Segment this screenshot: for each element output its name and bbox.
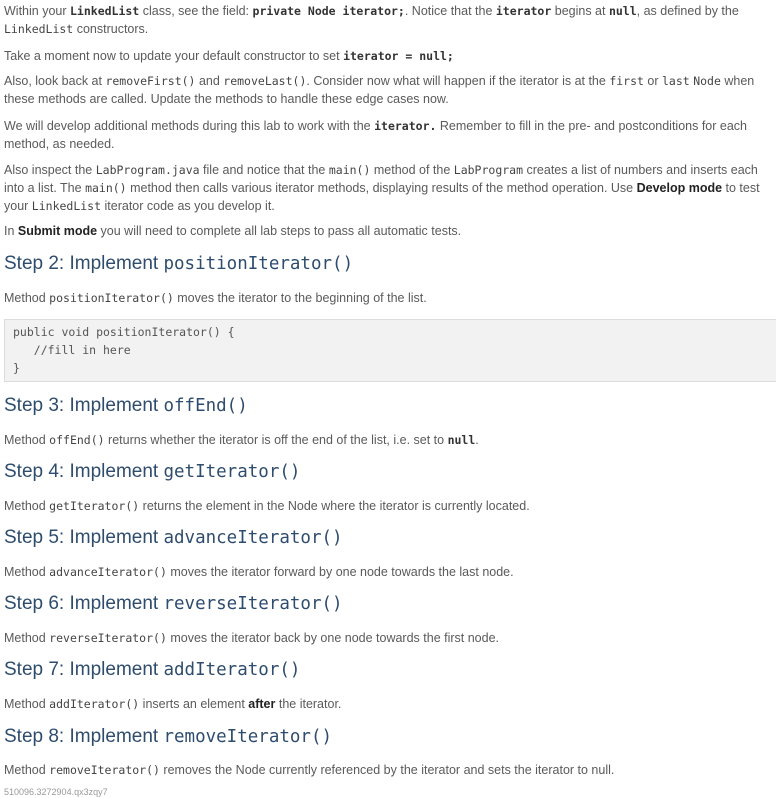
code-main: main() bbox=[85, 181, 127, 195]
code-linkedlist: LinkedList bbox=[70, 4, 140, 18]
code-null: null bbox=[608, 4, 637, 18]
step-3-heading: Step 3: Implement offEnd() bbox=[4, 395, 248, 416]
code-iterator-field: private Node iterator; bbox=[252, 4, 405, 18]
intro-paragraph-labprogram: Also inspect the LabProgram.java file and notice that the main() method of the LabProgram creates a list of numbers and inserts each into a list. The main() method then calls various iterator methods, displaying results of the method operation. Use Develop mode to test your LinkedList iterator code as you develop it. bbox=[4, 163, 760, 213]
step-5-heading: Step 5: Implement advanceIterator() bbox=[4, 527, 343, 548]
code-iterator-null: iterator = null; bbox=[343, 49, 454, 63]
code-line: } bbox=[13, 361, 20, 375]
code-line: public void positionIterator() { bbox=[13, 325, 235, 339]
intro-paragraph-remove-methods: Also, look back at removeFirst() and removeLast(). Consider now what will happen if the iterator is at the first or last Node when these methods are called. Update the methods to handle these edge cases now. bbox=[4, 74, 755, 106]
develop-mode-text: Develop mode bbox=[636, 181, 723, 195]
code-linkedlist: LinkedList bbox=[4, 22, 74, 36]
code-node: Node bbox=[693, 74, 721, 88]
step-2-description: Method positionIterator() moves the iterator to the beginning of the list. bbox=[4, 291, 427, 305]
step-8-description: Method removeIterator() removes the Node currently referenced by the iterator and sets the iterator to null. bbox=[4, 763, 615, 777]
intro-paragraph-submit-mode: In Submit mode you will need to complete all lab steps to pass all automatic tests. bbox=[4, 224, 462, 238]
code-removefirst: removeFirst() bbox=[105, 74, 196, 88]
code-labprogram: LabProgram bbox=[453, 163, 524, 177]
code-line: //fill in here bbox=[13, 343, 131, 357]
step-3-description: Method offEnd() returns whether the iterator is off the end of the list, i.e. set to null. bbox=[4, 433, 479, 447]
code-iterator: iterator bbox=[495, 4, 552, 18]
code-labprogram-java: LabProgram.java bbox=[95, 163, 200, 177]
intro-paragraph-constructor: Take a moment now to update your default constructor to set iterator = null; bbox=[4, 49, 454, 63]
code-main: main() bbox=[328, 163, 371, 177]
step-5-description: Method advanceIterator() moves the iterator forward by one node towards the last node. bbox=[4, 565, 514, 579]
code-linkedlist: LinkedList bbox=[31, 199, 102, 213]
step-6-heading: Step 6: Implement reverseIterator() bbox=[4, 593, 343, 614]
step-4-heading: Step 4: Implement getIterator() bbox=[4, 461, 301, 482]
step-4-description: Method getIterator() returns the element in the Node where the iterator is currently located. bbox=[4, 499, 530, 513]
footer-id-text: 510096.3272904.qx3zqy7 bbox=[4, 787, 108, 797]
code-first: first bbox=[609, 74, 644, 88]
code-iterator: iterator. bbox=[374, 119, 437, 133]
step-2-code-block bbox=[4, 319, 776, 382]
code-last: last bbox=[662, 74, 690, 88]
code-removelast: removeLast() bbox=[223, 74, 307, 88]
submit-mode-text: Submit mode bbox=[17, 224, 98, 238]
intro-paragraph-additional-methods: We will develop additional methods during this lab to work with the iterator. Remember to fill in the pre- and postconditions for each method, as needed. bbox=[4, 119, 747, 151]
step-7-description: Method addIterator() inserts an element after the iterator. bbox=[4, 697, 342, 711]
step-7-heading: Step 7: Implement addIterator() bbox=[4, 659, 301, 680]
step-2-heading: Step 2: Implement positionIterator() bbox=[4, 253, 354, 274]
intro-paragraph-iterator-field: Within your LinkedList class, see the field: private Node iterator;. Notice that the iterator begins at null, as defined by the LinkedList constructors. bbox=[4, 4, 739, 36]
step-8-heading: Step 8: Implement removeIterator() bbox=[4, 726, 333, 747]
step-6-description: Method reverseIterator() moves the iterator back by one node towards the first node. bbox=[4, 631, 500, 645]
